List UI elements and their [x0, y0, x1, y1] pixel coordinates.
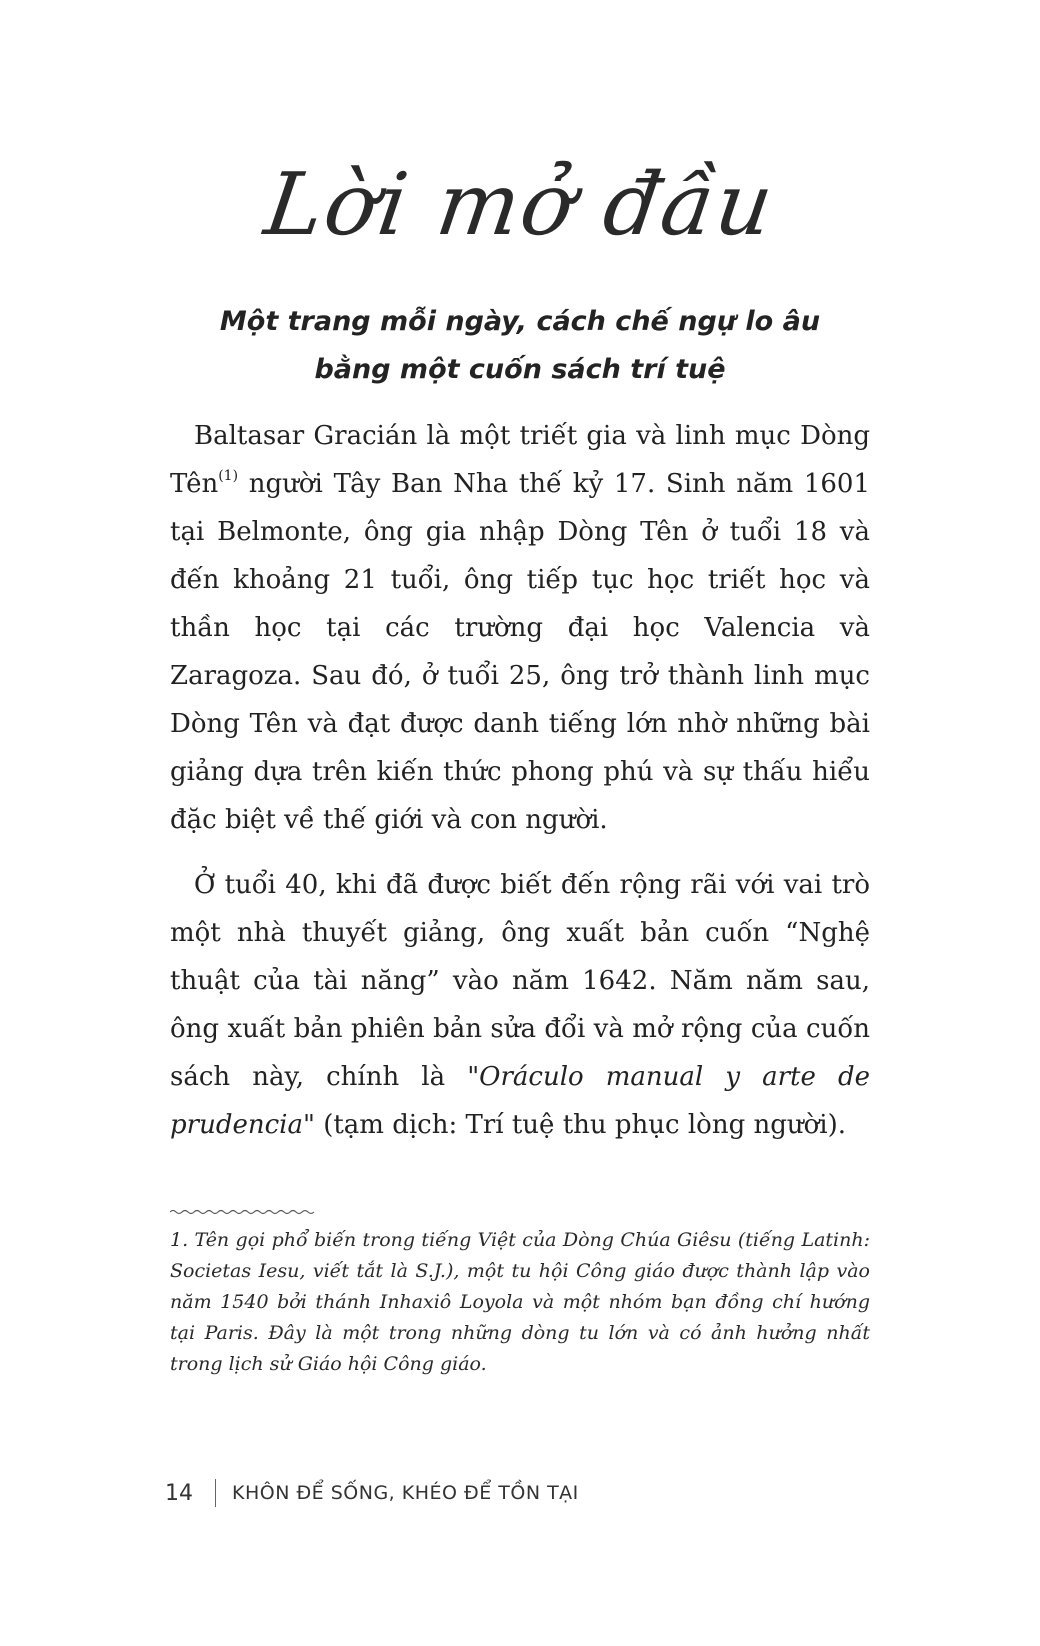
page-footer: [165, 1473, 579, 1513]
paragraph-2: [170, 861, 870, 1149]
paragraph-2-pre: Ở tuổi 40, khi đã được biết đến rộng rãi với vai trò một nhà thuyết giảng, ông xuất bản cuốn “Nghệ thuật của tài năng” vào năm 1642. Năm năm sau, ông xuất bản phiên bản sửa đổi và mở rộng của cuốn sách này, chính là ": [170, 870, 870, 1092]
running-title: KHÔN ĐỂ SỐNG, KHÉO ĐỂ TỒN TẠI: [232, 1482, 579, 1504]
footnote-separator: [170, 1208, 316, 1216]
footer-divider: [215, 1479, 216, 1507]
page-number: 14: [165, 1480, 193, 1506]
subtitle-line-2: bằng một cuốn sách trí tuệ: [314, 354, 726, 385]
paragraph-2-post: " (tạm dịch: Trí tuệ thu phục lòng người).: [302, 1110, 847, 1140]
paragraph-1-pre: Baltasar Gracián là một triết gia và linh mục Dòng Tên: [170, 421, 870, 499]
subtitle-line-1: Một trang mỗi ngày, cách chế ngự lo âu: [219, 306, 821, 337]
chapter-title: Lời mở đầu: [259, 155, 781, 255]
paragraph-1-post: người Tây Ban Nha thế kỷ 17. Sinh năm 1601 tại Belmonte, ông gia nhập Dòng Tên ở tuổi 18 và đến khoảng 21 tuổi, ông tiếp tục học triết học và thần học tại các trường đại học Valencia và Zaragoza. Sau đó, ở tuổi 25, ông trở thành linh mục Dòng Tên và đạt được danh tiếng lớn nhờ những bài giảng dựa trên kiến thức phong phú và sự thấu hiểu đặc biệt về thế giới và con người.: [170, 469, 870, 835]
section-subtitle: [170, 298, 870, 394]
paragraph-1: [170, 412, 870, 844]
body-text: [170, 412, 870, 1149]
footnote: 1. Tên gọi phổ biến trong tiếng Việt của Dòng Chúa Giêsu (tiếng Latinh: Societas Iesu, viết tắt là S.J.), một tu hội Công giáo được thành lập vào năm 1540 bởi thánh Inhaxiô Loyola và một nhóm bạn đồng chí hướng tại Paris. Đây là một trong những dòng tu lớn và có ảnh hưởng nhất trong lịch sử Giáo hội Công giáo.: [170, 1229, 870, 1375]
footnote-reference: (1): [218, 468, 239, 484]
book-title-italic: Oráculo manual y arte de prudencia: [170, 1062, 870, 1140]
